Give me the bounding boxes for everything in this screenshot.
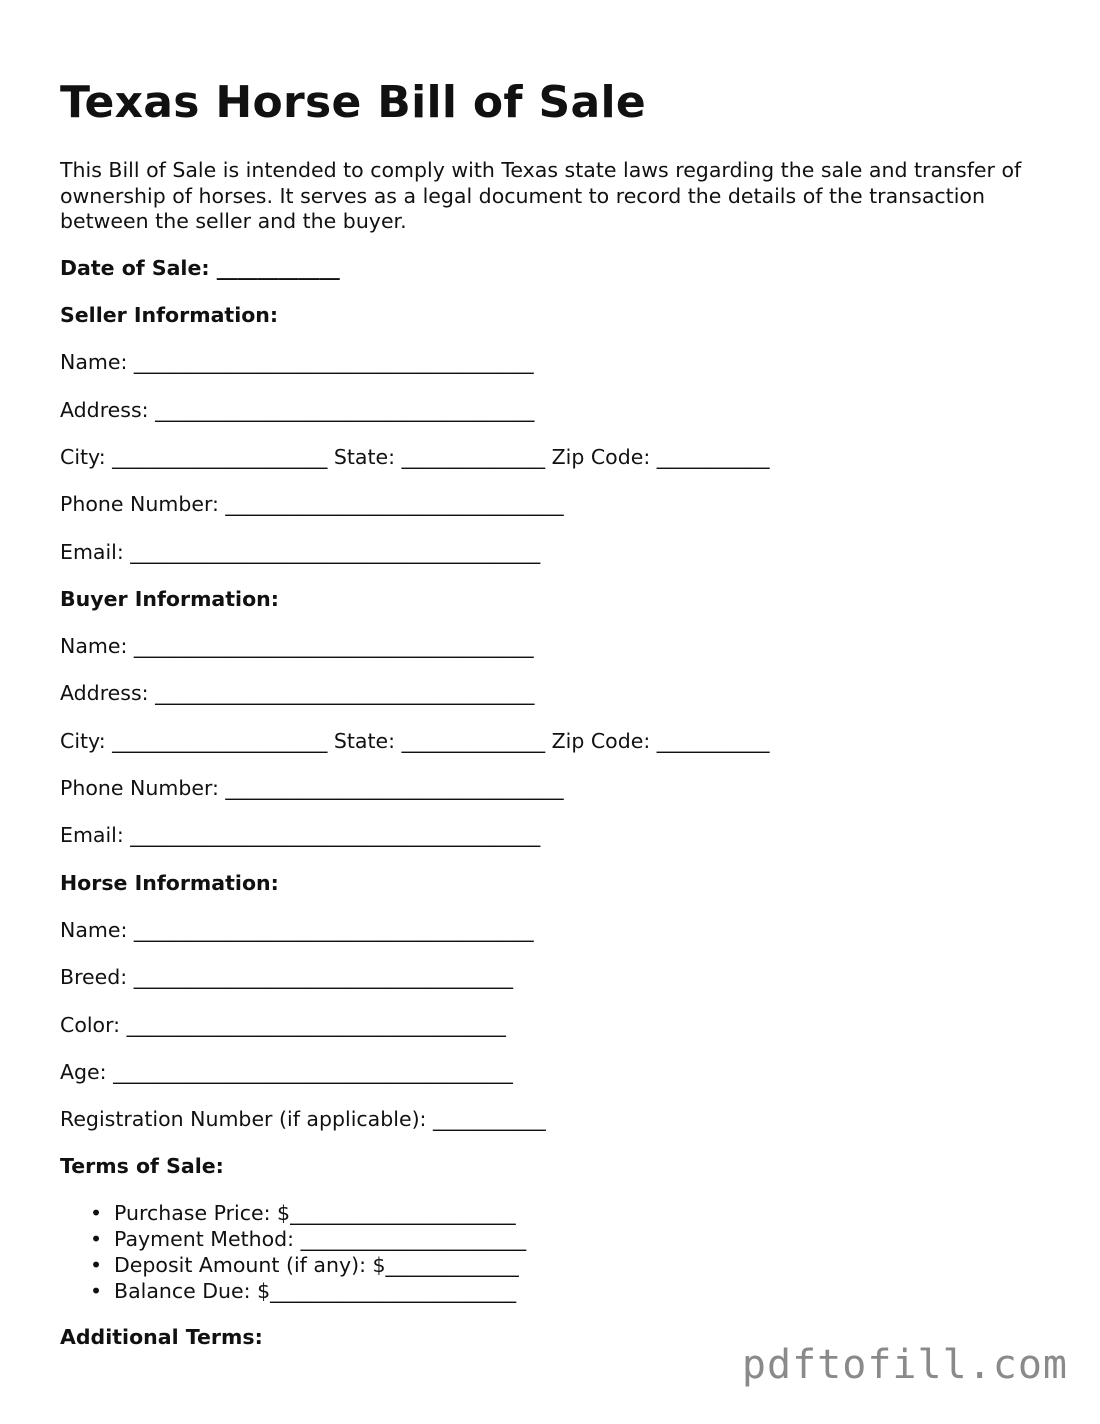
intro-paragraph: This Bill of Sale is intended to comply with Texas state laws regarding the sale and transfer of ownership of horses. It serves as a legal document to record the details of the transaction between the seller and the buyer. — [60, 158, 1022, 233]
balance-due-field[interactable]: Balance Due: $________________________ — [114, 1278, 517, 1303]
buyer-address-field[interactable]: Address: _____________________________________ — [60, 681, 535, 706]
horse-name-field[interactable]: Name: _______________________________________ — [60, 917, 534, 942]
buyer-phone-field[interactable]: Phone Number: _________________________________ — [60, 776, 564, 801]
horse-color-field[interactable]: Color: _____________________________________ — [60, 1012, 506, 1037]
horse-breed-field[interactable]: Breed: _____________________________________ — [60, 965, 513, 990]
document-page — [60, 76, 1050, 1351]
buyer-heading: Buyer Information: — [60, 586, 279, 611]
list-item[interactable] — [90, 1252, 1050, 1278]
terms-list — [60, 1200, 1050, 1304]
deposit-amount-field[interactable]: Deposit Amount (if any): $_____________ — [114, 1252, 519, 1277]
terms-heading: Terms of Sale: — [60, 1154, 224, 1179]
list-item[interactable] — [90, 1200, 1050, 1226]
horse-heading: Horse Information: — [60, 870, 279, 895]
payment-method-field[interactable]: Payment Method: ______________________ — [114, 1226, 527, 1251]
watermark: pdftofill.com — [741, 1342, 1068, 1388]
seller-name-field[interactable]: Name: _______________________________________ — [60, 350, 534, 375]
additional-terms-heading: Additional Terms: — [60, 1325, 263, 1350]
buyer-name-field[interactable]: Name: _______________________________________ — [60, 634, 534, 659]
bullet-icon: • — [90, 1200, 103, 1225]
seller-email-field[interactable]: Email: ________________________________________ — [60, 539, 541, 564]
list-item[interactable] — [90, 1226, 1050, 1252]
horse-registration-field[interactable]: Registration Number (if applicable): ___________ — [60, 1107, 546, 1132]
seller-city-state-zip-field[interactable]: City: _____________________ State: ______________ Zip Code: ___________ — [60, 444, 770, 469]
horse-age-field[interactable]: Age: _______________________________________ — [60, 1059, 513, 1084]
buyer-email-field[interactable]: Email: ________________________________________ — [60, 823, 541, 848]
page-title: Texas Horse Bill of Sale — [60, 77, 646, 128]
seller-phone-field[interactable]: Phone Number: _________________________________ — [60, 492, 564, 517]
purchase-price-field[interactable]: Purchase Price: $______________________ — [114, 1200, 516, 1225]
bullet-icon: • — [90, 1252, 103, 1277]
bullet-icon: • — [90, 1278, 103, 1303]
bullet-icon: • — [90, 1226, 103, 1251]
seller-heading: Seller Information: — [60, 303, 279, 328]
list-item[interactable] — [90, 1278, 1050, 1304]
seller-address-field[interactable]: Address: _____________________________________ — [60, 397, 535, 422]
date-of-sale-field[interactable]: Date of Sale: ____________ — [60, 255, 340, 280]
buyer-city-state-zip-field[interactable]: City: _____________________ State: ______________ Zip Code: ___________ — [60, 728, 770, 753]
